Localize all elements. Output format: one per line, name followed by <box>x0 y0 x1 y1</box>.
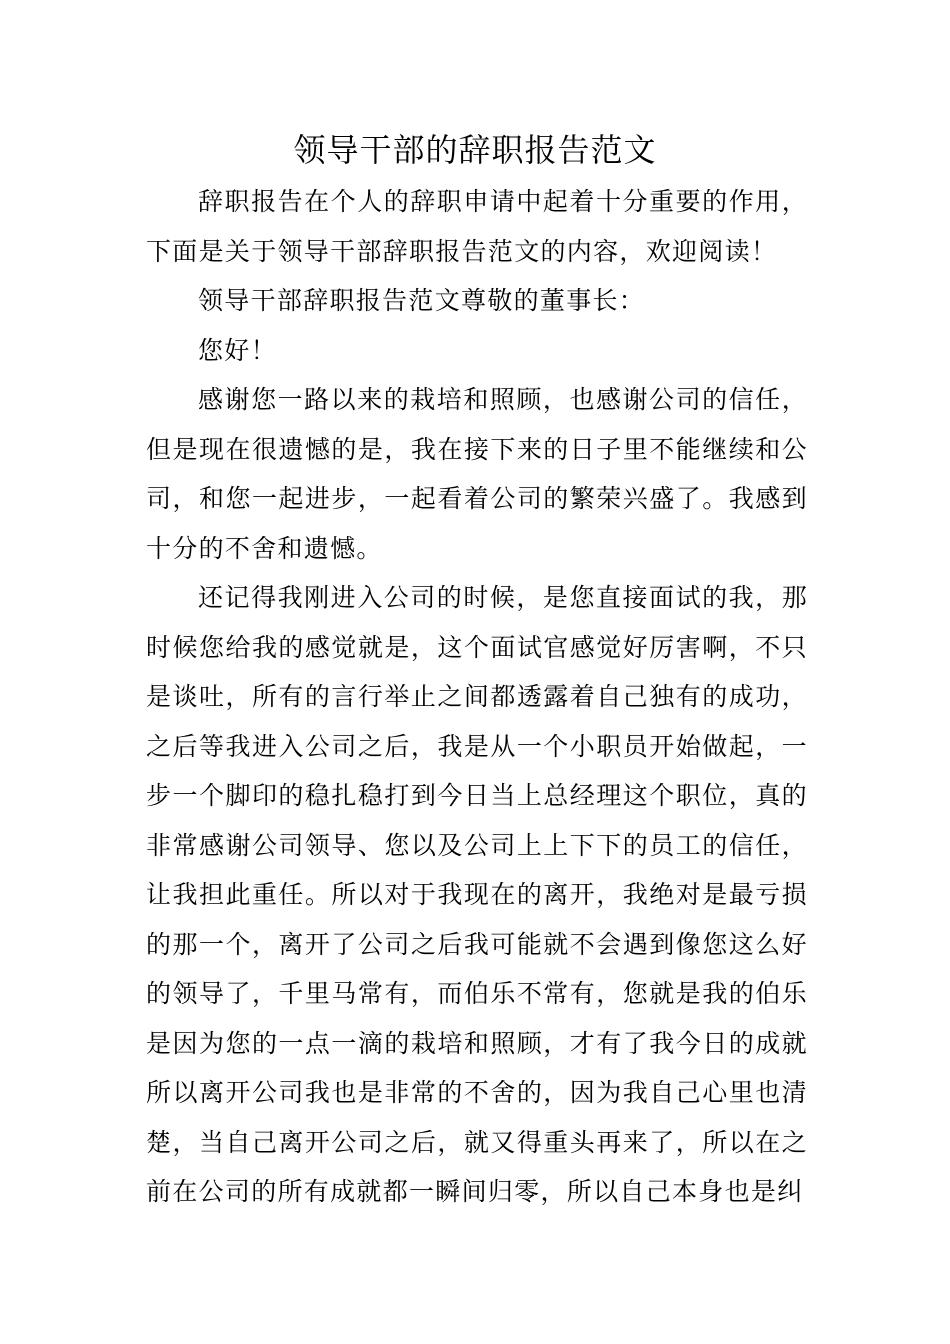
paragraph-thanks: 感谢您一路以来的栽培和照顾，也感谢公司的信任，但是现在很遗憾的是，我在接下来的日子里不能继续和公司，和您一起进步，一起看着公司的繁荣兴盛了。我感到十分的不舍和遗憾。 <box>146 385 808 563</box>
paragraph-intro: 辞职报告在个人的辞职申请中起着十分重要的作用，下面是关于领导干部辞职报告范文的内容，欢迎阅读！ <box>146 187 808 266</box>
paragraph-greeting: 您好！ <box>198 335 277 365</box>
paragraph-salutation-heading: 领导干部辞职报告范文尊敬的董事长： <box>198 286 646 315</box>
document-title: 领导干部的辞职报告范文 <box>293 131 657 169</box>
paragraph-memories: 还记得我刚进入公司的时候，是您直接面试的我，那时候您给我的感觉就是，这个面试官感觉好厉害啊，不只是谈吐，所有的言行举止之间都透露着自己独有的成功，之后等我进入公司之后，我是从一个小职员开始做起，一步一个脚印的稳扎稳打到今日当上总经理这个职位，真的非常感谢公司领导、您以及公司上上下下的员工的信任，让我担此重任。所以对于我现在的离开，我绝对是最亏损的那一个，离开了公司之后我可能就不会遇到像您这么好的领导了，千里马常有，而伯乐不常有，您就是我的伯乐是因为您的一点一滴的栽培和照顾，才有了我今日的成就所以离开公司我也是非常的不舍的，因为我自己心里也清楚，当自己离开公司之后，就又得重头再来了，所以在之前在公司的所有成就都一瞬间归零，所以自己本身也是纠 <box>146 583 808 1206</box>
document-body <box>146 177 808 1217</box>
